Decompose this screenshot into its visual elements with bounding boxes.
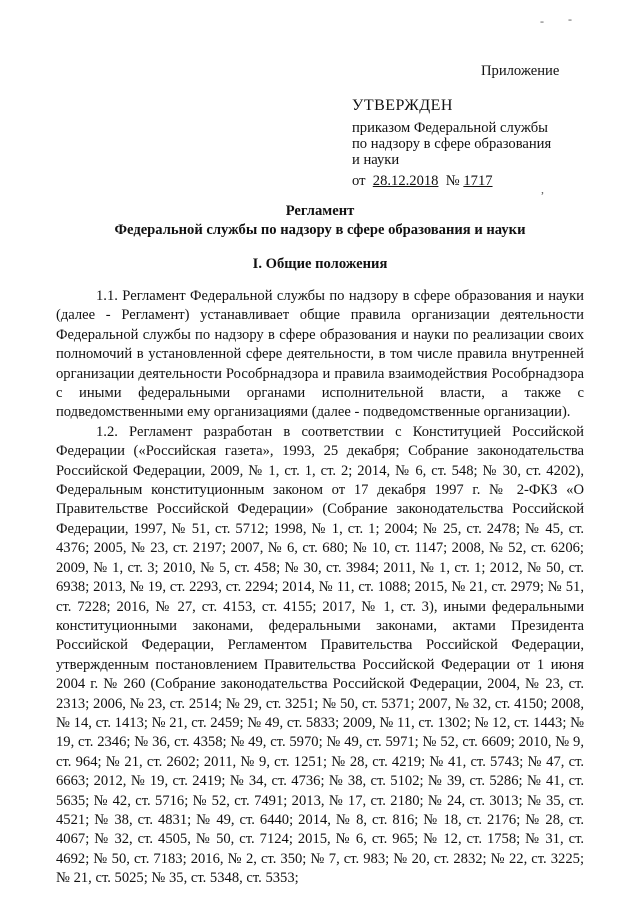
approval-block xyxy=(352,96,551,189)
scan-mark: , xyxy=(541,182,544,196)
paragraph-1-2: 1.2. Регламент разработан в соответствии с Конституцией Российской Федерации («Российская газета», 1993, 25 декабря; Собрание законодательства Российской Федерации, 2009, № 1, ст. 1, ст. 2; 2014, № 6, ст. 548; № 30, ст. 4202), Федеральным конституционным законом от 17 декабря 1997 г. № 2-ФКЗ «О Правительстве Российской Федерации» (Собрание законодательства Российской Федерации, 1997, № 51, ст. 5712; 1998, № 1, ст. 1; 2004; № 25, ст. 2478; № 45, ст. 4376; 2005, № 23, ст. 2197; 2007, № 6, ст. 680; № 10, ст. 1147; 2008, № 52, ст. 6206; 2009, № 1, ст. 3; 2010, № 5, ст. 458; № 30, ст. 3984; 2011, № 1, ст. 1; 2012, № 50, ст. 6938; 2013, № 19, ст. 2293, ст. 2294; 2014, № 11, ст. 1088; 2015, № 21, ст. 2979; № 51, ст. 7228; 2016, № 27, ст. 4153, ст. 4155; 2017, № 1, ст. 3), иными федеральными конституционными законами, федеральными законами, актами Президента Российской Федерации, Регламентом Правительства Российской Федерации, утвержденным постановлением Правительства Российской Федерации от 1 июня 2004 г. № 260 (Собрание законодательства Российской Федерации, 2004, № 23, ст. 2313; 2006, № 23, ст. 2514; № 29, ст. 3251; № 50, ст. 5371; 2007, № 32, ст. 4150; 2008, № 14, ст. 1413; № 21, ст. 2459; № 49, ст. 5833; 2009, № 11, ст. 1302; № 12, ст. 1443; № 19, ст. 2346; № 36, ст. 4358; № 49, ст. 5970; № 49, ст. 5971; № 52, ст. 6609; 2010, № 9, ст. 964; № 21, ст. 2602; 2011, № 9, ст. 1251; № 28, ст. 4219; № 41, ст. 5743; № 47, ст. 6663; 2012, № 19, ст. 2419; № 34, ст. 4736; № 38, ст. 5102; № 39, ст. 5286; № 41, ст. 5635; № 42, ст. 5716; № 52, ст. 7491; 2013, № 17, ст. 2180; № 24, ст. 3013; № 35, ст. 4521; № 38, ст. 4831; № 49, ст. 6440; 2014, № 8, ст. 816; № 18, ст. 2176; № 28, ст. 4067; № 32, ст. 4505, № 50, ст. 7124; 2015, № 6, ст. 965; № 12, ст. 1758; № 31, ст. 4692; № 50, ст. 7183; 2016, № 2, ст. 350; № 7, ст. 983; № 20, ст. 2832; № 22, ст. 3225; № 21, ст. 5025; № 35, ст. 5348, ст. 5353; xyxy=(56,423,584,887)
appendix-label: Приложение xyxy=(481,63,560,79)
document-title: Регламент xyxy=(285,203,355,219)
approval-line-1: приказом Федеральной службы xyxy=(352,120,548,136)
document-body xyxy=(56,287,584,889)
section-heading: I. Общие положения xyxy=(252,256,388,272)
approval-date-line xyxy=(352,173,551,189)
approval-heading: УТВЕРЖДЕН xyxy=(352,97,453,114)
approval-date: 28.12.2018 xyxy=(372,173,439,189)
document-subtitle: Федеральной службы по надзору в сфере образования и науки xyxy=(114,222,526,238)
scan-mark: - xyxy=(540,14,544,28)
number-prefix: № xyxy=(445,173,460,189)
date-prefix: от xyxy=(352,173,366,189)
approval-line-2: по надзору в сфере образования xyxy=(352,136,552,152)
approval-line-3: и науки xyxy=(352,152,400,168)
paragraph-1-1: 1.1. Регламент Федеральной службы по надзору в сфере образования и науки (далее - Регламент) устанавливает общие правила организации деятельности Федеральной службы по надзору в сфере образования и науки по реализации своих полномочий в установленной сфере деятельности, в том числе правила внутренней организации деятельности Рособрнадзора и правила взаимодействия Рособрнадзора с иными федеральными органами исполнительной власти, а также с подведомственными ему организациями (далее - подведомственные организации). xyxy=(56,288,584,421)
approval-number: 1717 xyxy=(463,173,493,189)
scan-mark: - xyxy=(568,12,572,26)
